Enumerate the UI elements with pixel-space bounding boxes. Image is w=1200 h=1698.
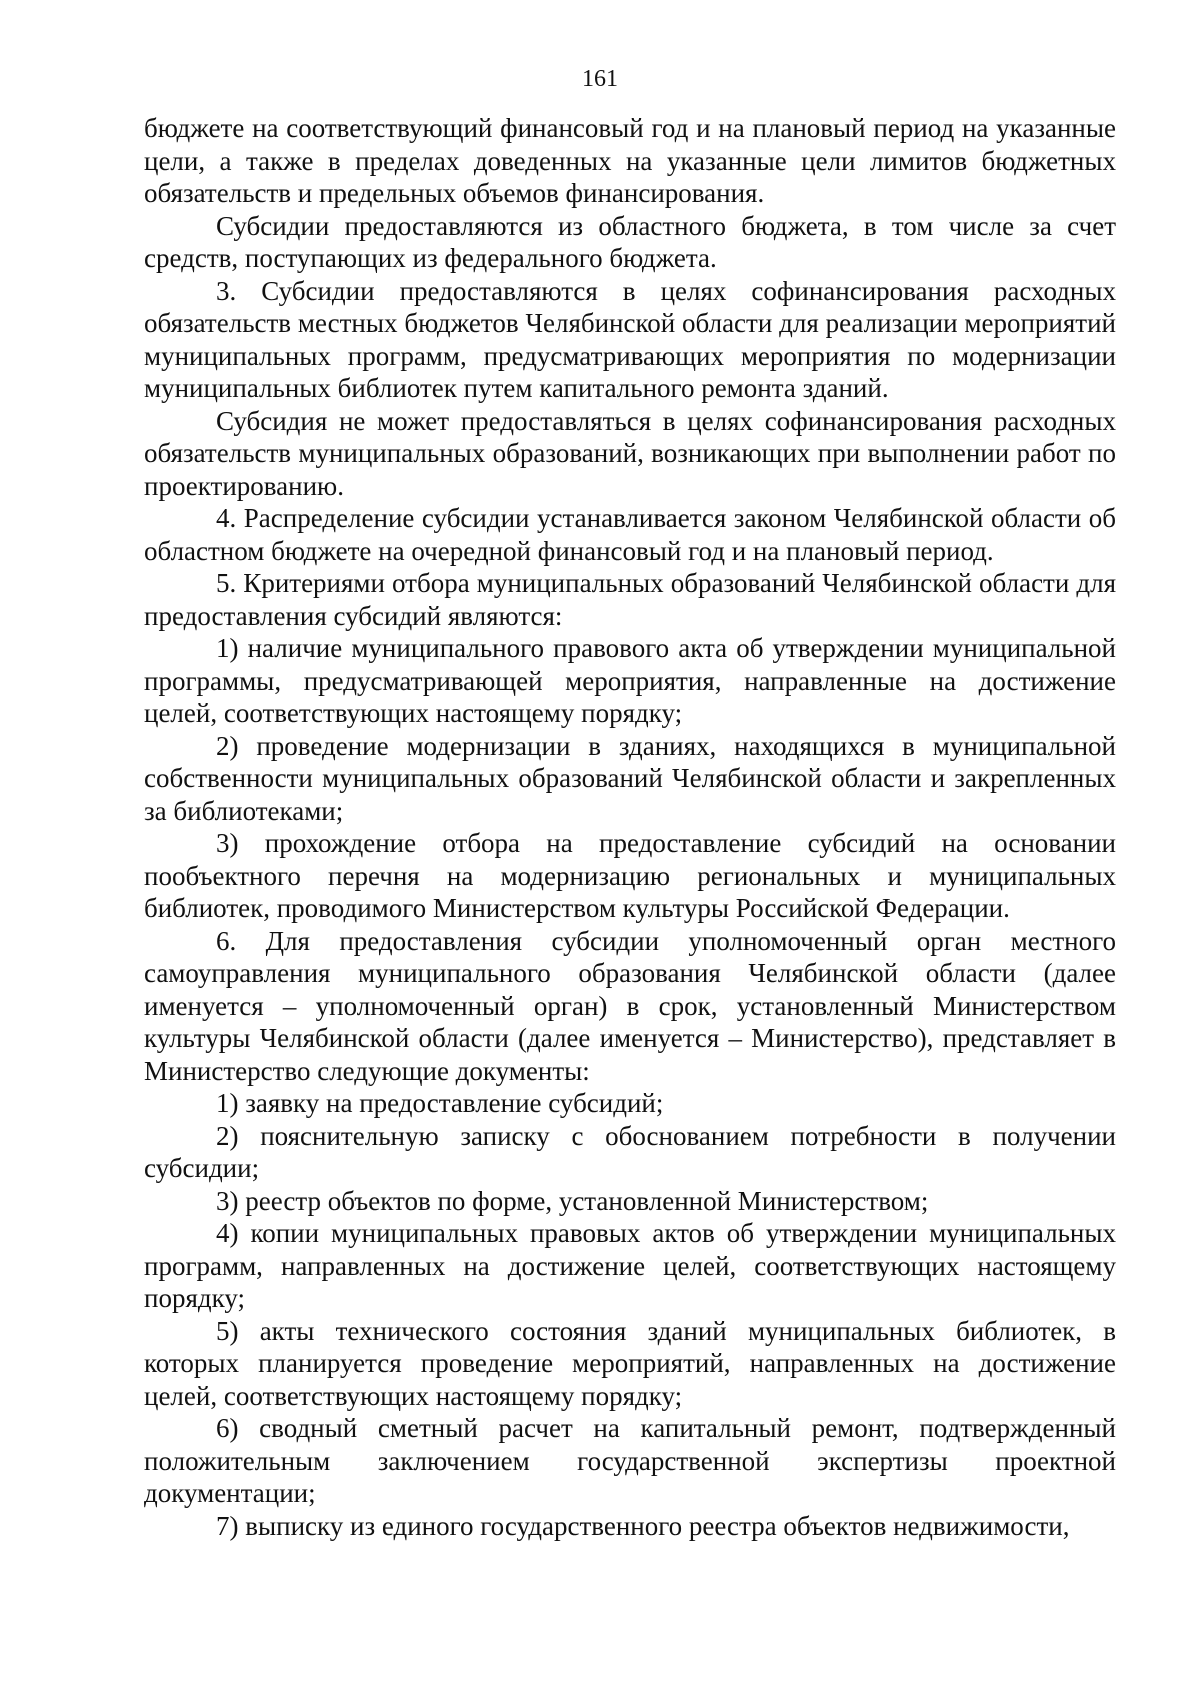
paragraph: 5. Критериями отбора муниципальных образований Челябинской области для предоставления субсидий являются: <box>144 568 1116 631</box>
list-item: 1) заявку на предоставление субсидий; <box>216 1088 664 1118</box>
paragraph: Субсидия не может предоставляться в целях софинансирования расходных обязательств муниципальных образований, возникающих при выполнении работ по проектированию. <box>144 405 1116 501</box>
list-item: 5) акты технического состояния зданий муниципальных библиотек, в которых планируется проведение мероприятий, направленных на достижение целей, соответствующих настоящему порядку; <box>144 1315 1116 1411</box>
paragraph: бюджете на соответствующий финансовый год и на плановый период на указанные цели, а также в пределах доведенных на указанные цели лимитов бюджетных обязательств и предельных объемов финансирования. <box>144 113 1116 208</box>
paragraph: 4. Распределение субсидии устанавливается законом Челябинской области об областном бюджете на очередной финансовый год и на плановый период. <box>144 503 1116 566</box>
list-item: 2) пояснительную записку с обоснованием потребности в получении субсидии; <box>144 1120 1116 1183</box>
list-item: 7) выписку из единого государственного реестра объектов недвижимости, <box>216 1510 1070 1541</box>
paragraph: Субсидии предоставляются из областного бюджета, в том числе за счет средств, поступающих из федерального бюджета. <box>144 210 1116 273</box>
paragraph: 3. Субсидии предоставляются в целях софинансирования расходных обязательств местных бюджетов Челябинской области для реализации мероприятий муниципальных программ, предусматривающих мероприятия по модернизации муниципальных библиотек путем капитального ремонта зданий. <box>144 275 1116 403</box>
list-item: 2) проведение модернизации в зданиях, находящихся в муниципальной собственности муниципальных образований Челябинской области и закрепленных за библиотеками; <box>144 730 1116 826</box>
list-item: 3) реестр объектов по форме, установленной Министерством; <box>216 1185 929 1216</box>
page-number: 161 <box>582 66 618 92</box>
list-item: 4) копии муниципальных правовых актов об утверждении муниципальных программ, направленных на достижение целей, соответствующих настоящему порядку; <box>144 1218 1116 1313</box>
list-item: 1) наличие муниципального правового акта об утверждении муниципальной программы, предусматривающей мероприятия, направленные на достижение целей, соответствующих настоящему порядку; <box>144 633 1116 728</box>
paragraph: 6. Для предоставления субсидии уполномоченный орган местного самоуправления муниципального образования Челябинской области (далее именуется – уполномоченный орган) в срок, установленный Министерством культуры Челябинской области (далее именуется – Министерство), представляет в Министерство следующие документы: <box>144 925 1116 1086</box>
document-body <box>144 112 1116 1542</box>
list-item: 6) сводный сметный расчет на капитальный ремонт, подтвержденный положительным заключением государственной экспертизы проектной документации; <box>144 1413 1116 1508</box>
list-item: 3) прохождение отбора на предоставление субсидий на основании пообъектного перечня на модернизацию региональных и муниципальных библиотек, проводимого Министерством культуры Российской Федерации. <box>144 828 1116 923</box>
